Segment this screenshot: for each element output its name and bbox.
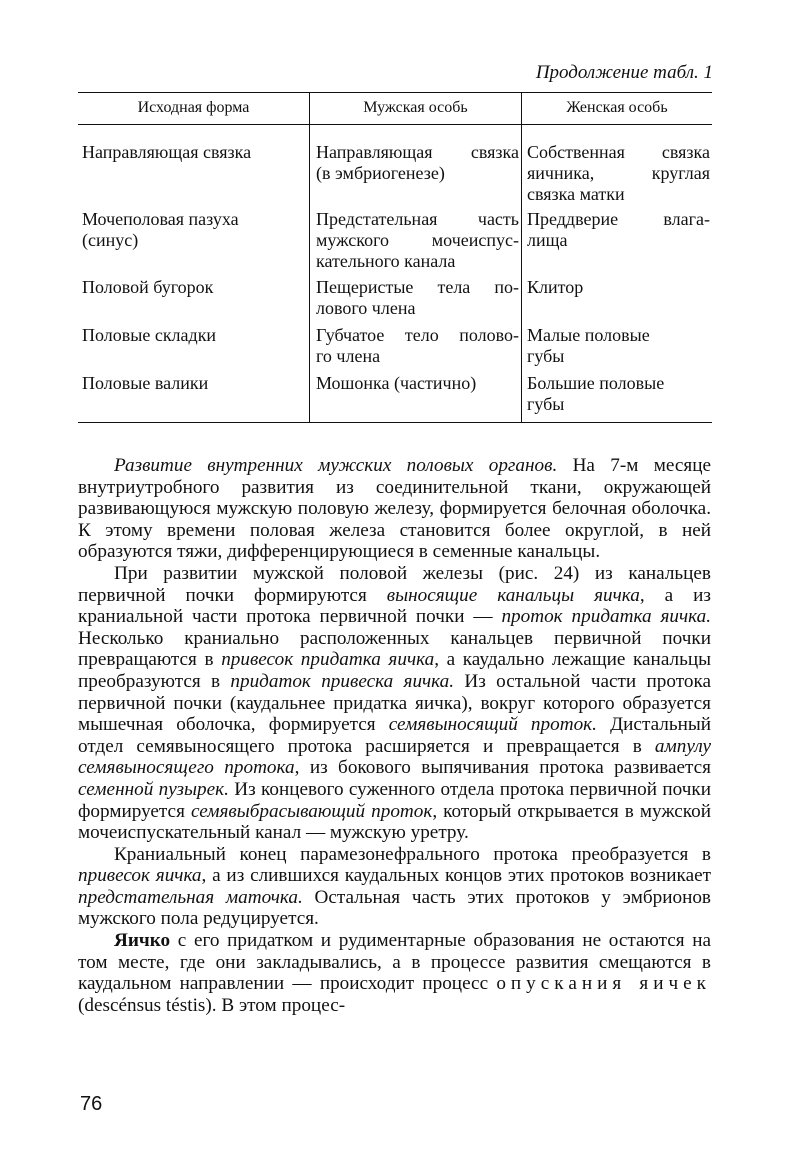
spaced-term: опускания яичек xyxy=(496,973,711,995)
term: проток придатка яичка. xyxy=(501,606,711,628)
cell-line: Направляющая связка xyxy=(82,142,252,162)
page-number: 76 xyxy=(80,1093,103,1115)
text-run: , а из краниальной части протока первичной почки — xyxy=(78,584,711,628)
cell-line: Половой бугорок xyxy=(82,277,214,297)
cell-line: мужского мочеиспус- xyxy=(316,230,519,250)
cell-line: го члена xyxy=(316,346,381,366)
cell-line: Половые валики xyxy=(82,373,209,393)
table-header-rule xyxy=(78,124,712,125)
cell-line: лового члена xyxy=(316,298,416,318)
text-run: Остальная часть этих протоков у эмбрионов мужского пола редуцируется. xyxy=(78,886,711,930)
table-cell xyxy=(316,277,519,319)
text-run: , а каудально лежащие канальцы преобразуются в xyxy=(78,649,711,692)
table-continuation-caption: Продолжение табл. 1 xyxy=(535,62,713,83)
term: привесок придатка яичка xyxy=(221,649,435,671)
paragraph xyxy=(78,844,711,930)
term: семенной пузырек. xyxy=(78,778,229,800)
table-cell xyxy=(82,209,304,251)
cell-line: связка матки xyxy=(527,184,625,204)
cell-line: Преддверие влага- xyxy=(527,209,710,229)
table-header-female: Женская особь xyxy=(566,99,668,116)
paragraph xyxy=(78,455,711,563)
table-cell xyxy=(82,142,304,163)
cell-line: (в эмбриогенезе) xyxy=(316,163,445,183)
term: привесок яичка xyxy=(78,865,202,887)
table-cell xyxy=(316,142,519,184)
text-run: Дистальный отдел семявыносящего протока расширяется и превращается в xyxy=(78,714,712,757)
cell-line: губы xyxy=(527,394,565,414)
term: семявыносящий проток. xyxy=(388,714,597,736)
table-header-male: Мужская особь xyxy=(363,99,468,116)
section-heading: Развитие внутренних мужских половых органов. xyxy=(114,455,558,476)
cell-line: Малые половые xyxy=(527,325,650,345)
table-column-divider xyxy=(521,92,522,423)
text-run: Краниальный конец парамезонефрального протока преобразуется в xyxy=(114,843,711,865)
paragraph xyxy=(78,563,711,844)
bold-term: Яичко xyxy=(114,930,171,952)
table-cell xyxy=(527,142,710,205)
table-cell xyxy=(527,209,710,251)
paragraph xyxy=(78,930,711,1016)
table-cell xyxy=(82,325,304,346)
term: придаток привеска яичка. xyxy=(230,670,455,692)
table-header-origin: Исходная форма xyxy=(137,99,250,116)
table-cell xyxy=(316,373,519,394)
cell-line: Мочеполовая пазуха xyxy=(82,209,239,229)
table-cell xyxy=(527,277,710,298)
cell-line: Мошонка (частично) xyxy=(316,373,477,393)
text-run: (descénsus téstis). В этом процес- xyxy=(78,994,346,1016)
cell-line: Губчатое тело полово- xyxy=(316,325,519,345)
term: семявыбрасывающий проток xyxy=(190,800,433,822)
cell-line: (синус) xyxy=(82,230,139,250)
table-cell xyxy=(82,373,304,394)
term: предстательная маточка. xyxy=(78,886,303,908)
table-cell xyxy=(527,325,710,367)
table-cell xyxy=(527,373,710,415)
text-run: Из концевого суженного отдела протока первичной почки формируется xyxy=(78,778,711,822)
table-cell xyxy=(316,325,519,367)
cell-line: Предстательная часть xyxy=(316,209,519,229)
cell-line: Собственная связка xyxy=(527,142,710,162)
term: ампулу семявыносящего протока xyxy=(78,735,711,779)
text-run: Несколько краниально расположенных канальцев первичной почки превращаются в xyxy=(78,627,711,671)
text-run: , из бокового выпячивания протока развивается xyxy=(294,757,711,779)
text-run: При развитии мужской половой железы (рис. 24) из канальцев первичной почки формируются xyxy=(78,562,711,606)
cell-line: Большие половые xyxy=(527,373,665,393)
cell-line: Пещеристые тела по- xyxy=(316,277,519,297)
text-run: На 7-м месяце внутриутробного развития из соединительной ткани, окружающей развивающуюся мужскую половую железу, формируется белочная оболочка. К этому времени половая железа становится более округлой, в ней образуются тяжи, дифференцирующиеся в семенные канальцы. xyxy=(78,455,711,563)
text-run: Из остальной части протока первичной почки (каудальнее придатка яичка), вокруг которого образуется мышечная оболочка, формируется xyxy=(78,670,711,736)
table-cell xyxy=(82,277,304,298)
table-bottom-rule xyxy=(78,422,712,423)
term: выносящие канальцы яичка xyxy=(386,584,640,606)
cell-line: лища xyxy=(527,230,568,250)
text-run: , а из слившихся каудальных концов этих протоков возникает xyxy=(201,865,711,887)
text-run: , который открывается в мужской мочеиспускательный канал — мужскую уретру. xyxy=(78,800,711,844)
table-column-divider xyxy=(309,92,310,423)
cell-line: яичника, круглая xyxy=(527,163,710,183)
cell-line: Клитор xyxy=(527,277,584,297)
text-run: с его придатком и рудиментарные образования не остаются на том месте, где они закладывались, а в процессе развития смещаются в каудальном направлении — происходит процесс xyxy=(78,930,711,995)
cell-line: Направляющая связка xyxy=(316,142,519,162)
cell-line: губы xyxy=(527,346,565,366)
body-text xyxy=(78,455,711,1016)
cell-line: кательного канала xyxy=(316,251,456,271)
cell-line: Половые складки xyxy=(82,325,217,345)
table-cell xyxy=(316,209,519,272)
